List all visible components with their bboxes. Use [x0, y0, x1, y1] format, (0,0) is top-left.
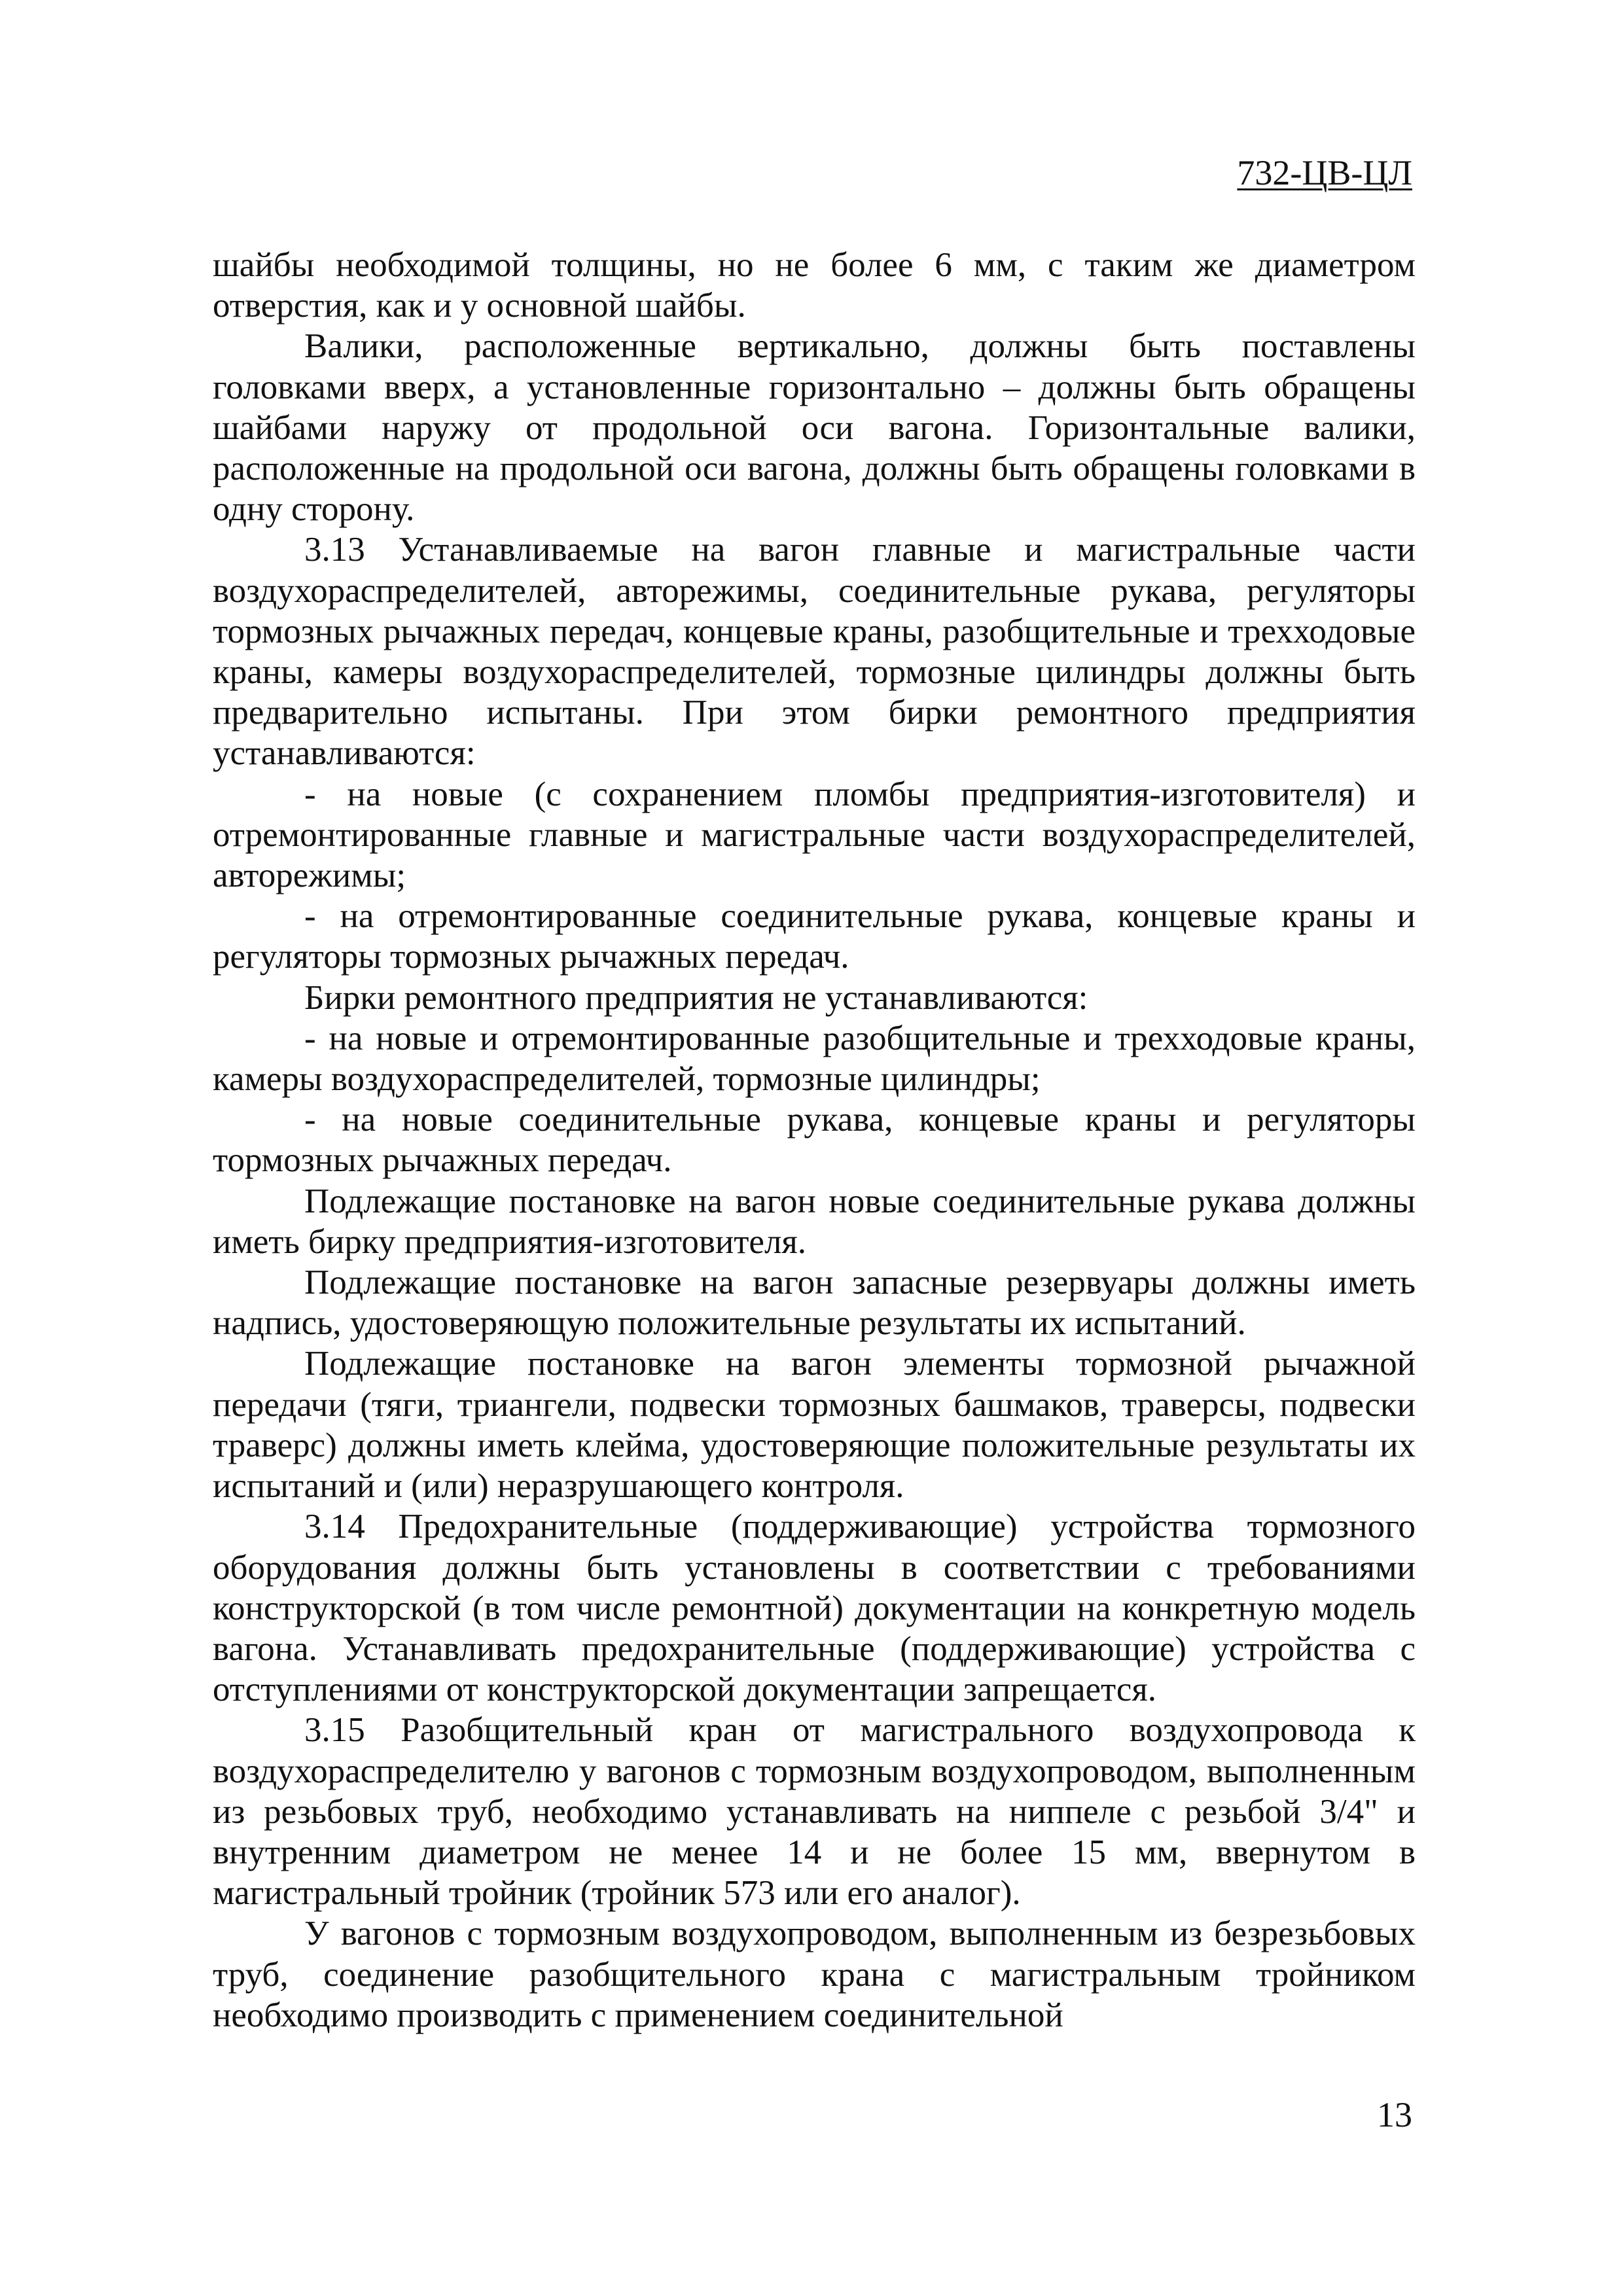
list-item-no-tags-cocks: - на новые и отремонтированные разобщительные и трехходовые краны, камеры воздухораспределителей, тормозные цилиндры;	[213, 1019, 1416, 1099]
list-item-tags-repaired-hoses: - на отремонтированные соединительные рукава, концевые краны и регуляторы тормозных рычажных передач.	[213, 897, 1416, 976]
paragraph-rigging-stamps: Подлежащие постановке на вагон элементы тормозной рычажной передачи (тяги, триангели, подвески тормозных башмаков, траверсы, подвески траверс) должны иметь клейма, удостоверяющие положительные результаты их испытаний и (или) неразрушающего контроля.	[213, 1345, 1416, 1506]
paragraph-section-3-14: 3.14 Предохранительные (поддерживающие) устройства тормозного оборудования должны быть установлены в соответствии с требованиями конструкторской (в том числе ремонтной) документации на конкретную модель вагона. Устанавливать предохранительные (поддерживающие) устройства с отступлениями от конструкторской документации запрещается.	[213, 1508, 1416, 1709]
paragraph-threadless-pipes: У вагонов с тормозным воздухопроводом, выполненным из безрезьбовых труб, соединение разобщительного крана с магистральным тройником необходимо производить с применением соединительной	[213, 1915, 1416, 2034]
list-item-tags-new-repaired-parts: - на новые (с сохранением пломбы предприятия-изготовителя) и отремонтированные главные и магистральные части воздухораспределителей, авторежимы;	[213, 775, 1416, 895]
paragraph-reservoirs-inscription: Подлежащие постановке на вагон запасные резервуары должны иметь надпись, удостоверяющую положительные результаты их испытаний.	[213, 1263, 1416, 1343]
page-number: 13	[1377, 2095, 1412, 2134]
paragraph-new-hoses-tag: Подлежащие постановке на вагон новые соединительные рукава должны иметь бирку предприятия-изготовителя.	[213, 1182, 1416, 1261]
document-code: 732-ЦВ-ЦЛ	[1237, 153, 1412, 192]
paragraph-tags-not-installed: Бирки ремонтного предприятия не устанавливаются:	[304, 978, 1088, 1017]
paragraph-pins: Валики, расположенные вертикально, должны быть поставлены головками вверх, а установленные горизонтально – должны быть обращены шайбами наружу от продольной оси вагона. Горизонтальные валики, расположенные на продольной оси вагона, должны быть обращены головками в одну сторону.	[213, 327, 1416, 529]
body-text	[213, 245, 1416, 2036]
paragraph-washers-continuation: шайбы необходимой толщины, но не более 6 мм, с таким же диаметром отверстия, как и у основной шайбы.	[213, 246, 1416, 325]
list-item-no-tags-new-hoses: - на новые соединительные рукава, концевые краны и регуляторы тормозных рычажных передач.	[213, 1101, 1416, 1180]
paragraph-section-3-15: 3.15 Разобщительный кран от магистрального воздухопровода к воздухораспределителю у вагонов с тормозным воздухопроводом, выполненным из резьбовых труб, необходимо устанавливать на ниппеле с резьбой 3/4" и внутренним диаметром не менее 14 и не более 15 мм, ввернутом в магистральный тройник (тройник 573 или его аналог).	[213, 1711, 1416, 1913]
paragraph-section-3-13: 3.13 Устанавливаемые на вагон главные и магистральные части воздухораспределителей, авторежимы, соединительные рукава, регуляторы тормозных рычажных передач, концевые краны, разобщительные и трехходовые краны, камеры воздухораспределителей, тормозные цилиндры должны быть предварительно испытаны. При этом бирки ремонтного предприятия устанавливаются:	[213, 531, 1416, 773]
